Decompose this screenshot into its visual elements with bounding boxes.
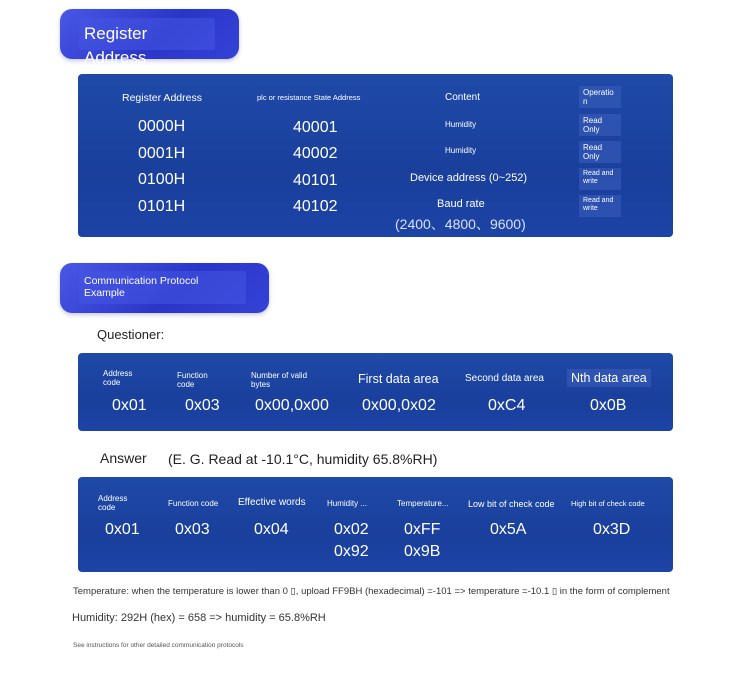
communication-protocol-title-line1: Communication Protocol xyxy=(84,275,199,287)
questioner-frame-table xyxy=(78,353,673,431)
table-row-content: Baud rate xyxy=(437,198,485,210)
header-line1: Function xyxy=(177,371,208,380)
header-operation-line2: n xyxy=(583,97,588,106)
table-row-register: 0000H xyxy=(138,118,186,135)
value-temperature-low: 0x9B xyxy=(404,543,441,560)
communication-protocol-title-line2: Example xyxy=(84,287,125,299)
table-row-plc: 40001 xyxy=(293,119,338,136)
value-second-data-area: 0xC4 xyxy=(488,397,526,414)
header-line2: code xyxy=(177,380,195,389)
table-row-content-baud-options: (2400、4800、9600) xyxy=(395,216,526,232)
header-second-data-area: Second data area xyxy=(465,373,544,384)
value-address-code: 0x01 xyxy=(112,397,147,414)
table-row-content: Humidity xyxy=(445,146,477,155)
value-low-check-code: 0x5A xyxy=(490,521,527,538)
header-humidity: Humidity ... xyxy=(327,499,368,508)
operation-line2: Only xyxy=(583,152,600,161)
table-row-operation xyxy=(579,114,621,136)
questioner-label: Questioner: xyxy=(97,327,165,342)
value-temperature-high: 0xFF xyxy=(404,521,441,538)
table-row-plc: 40002 xyxy=(293,145,338,162)
table-row-plc: 40102 xyxy=(293,198,338,215)
communication-protocol-title-pill xyxy=(60,263,269,313)
answer-example: (E. G. Read at -10.1°C, humidity 65.8%RH) xyxy=(168,451,438,467)
table-row-content: Humidity xyxy=(445,120,477,129)
header-line2: bytes xyxy=(251,380,271,389)
header-function-code xyxy=(177,371,208,389)
operation-line2: write xyxy=(583,178,598,185)
value-function-code: 0x03 xyxy=(185,397,220,414)
table-row-register: 0101H xyxy=(138,198,186,215)
operation-line2: write xyxy=(583,205,598,212)
table-row-content: Device address (0~252) xyxy=(410,172,528,184)
value-effective-words: 0x04 xyxy=(254,521,289,538)
value-nth-data-area: 0x0B xyxy=(590,397,627,414)
value-valid-bytes: 0x00,0x00 xyxy=(255,397,329,414)
header-operation xyxy=(579,86,621,108)
header-line1: Address xyxy=(98,494,128,503)
header-high-check-code: High bit of check code xyxy=(571,499,645,508)
register-table xyxy=(78,74,673,237)
instructions-note: See instructions for other detailed communication protocols xyxy=(73,642,244,649)
table-row-register: 0100H xyxy=(138,171,186,188)
header-line1: Number of valid xyxy=(251,371,308,380)
table-row-plc: 40101 xyxy=(293,172,338,189)
table-row-operation xyxy=(579,195,621,217)
header-nth-data-area: Nth data area xyxy=(567,369,651,387)
register-address-title: Register Address xyxy=(79,18,215,50)
value-address-code: 0x01 xyxy=(105,521,140,538)
header-line1: Address xyxy=(103,369,133,378)
header-valid-bytes xyxy=(251,371,307,389)
answer-label: Answer xyxy=(100,450,147,466)
header-register-address: Register Address xyxy=(122,92,202,104)
header-low-check-code: Low bit of check code xyxy=(468,499,555,509)
header-effective-words: Effective words xyxy=(238,497,306,508)
table-row-operation xyxy=(579,141,621,163)
header-address-code xyxy=(103,369,132,387)
answer-frame-table xyxy=(78,477,673,572)
header-content: Content xyxy=(445,92,481,103)
communication-protocol-title xyxy=(79,271,246,304)
header-address-code xyxy=(98,494,127,512)
header-line2: code xyxy=(103,378,121,387)
header-temperature: Temperature... xyxy=(397,499,449,508)
temperature-note: Temperature: when the temperature is lower than 0 ▯, upload FF9BH (hexadecimal) =-101 => temperature =-10.1 ▯ in the form of complement xyxy=(73,586,670,597)
operation-line2: Only xyxy=(583,125,600,134)
table-row-register: 0001H xyxy=(138,145,186,162)
header-plc-address: plc or resistance State Address xyxy=(257,93,361,102)
value-humidity-low: 0x92 xyxy=(334,543,369,560)
humidity-note: Humidity: 292H (hex) = 658 => humidity = 65.8%RH xyxy=(72,612,326,624)
value-high-check-code: 0x3D xyxy=(593,521,631,538)
value-humidity-high: 0x02 xyxy=(334,521,369,538)
operation-line1: Read and xyxy=(583,170,614,177)
header-line2: code xyxy=(98,503,116,512)
register-address-title-pill xyxy=(60,9,239,67)
table-row-operation xyxy=(579,168,621,190)
operation-line1: Read xyxy=(583,116,603,125)
value-first-data-area: 0x00,0x02 xyxy=(362,397,436,414)
operation-line1: Read and xyxy=(583,197,614,204)
header-operation-line1: Operatio xyxy=(583,88,614,97)
operation-line1: Read xyxy=(583,143,603,152)
header-first-data-area: First data area xyxy=(358,372,439,386)
value-function-code: 0x03 xyxy=(175,521,210,538)
header-function-code: Function code xyxy=(168,499,219,508)
